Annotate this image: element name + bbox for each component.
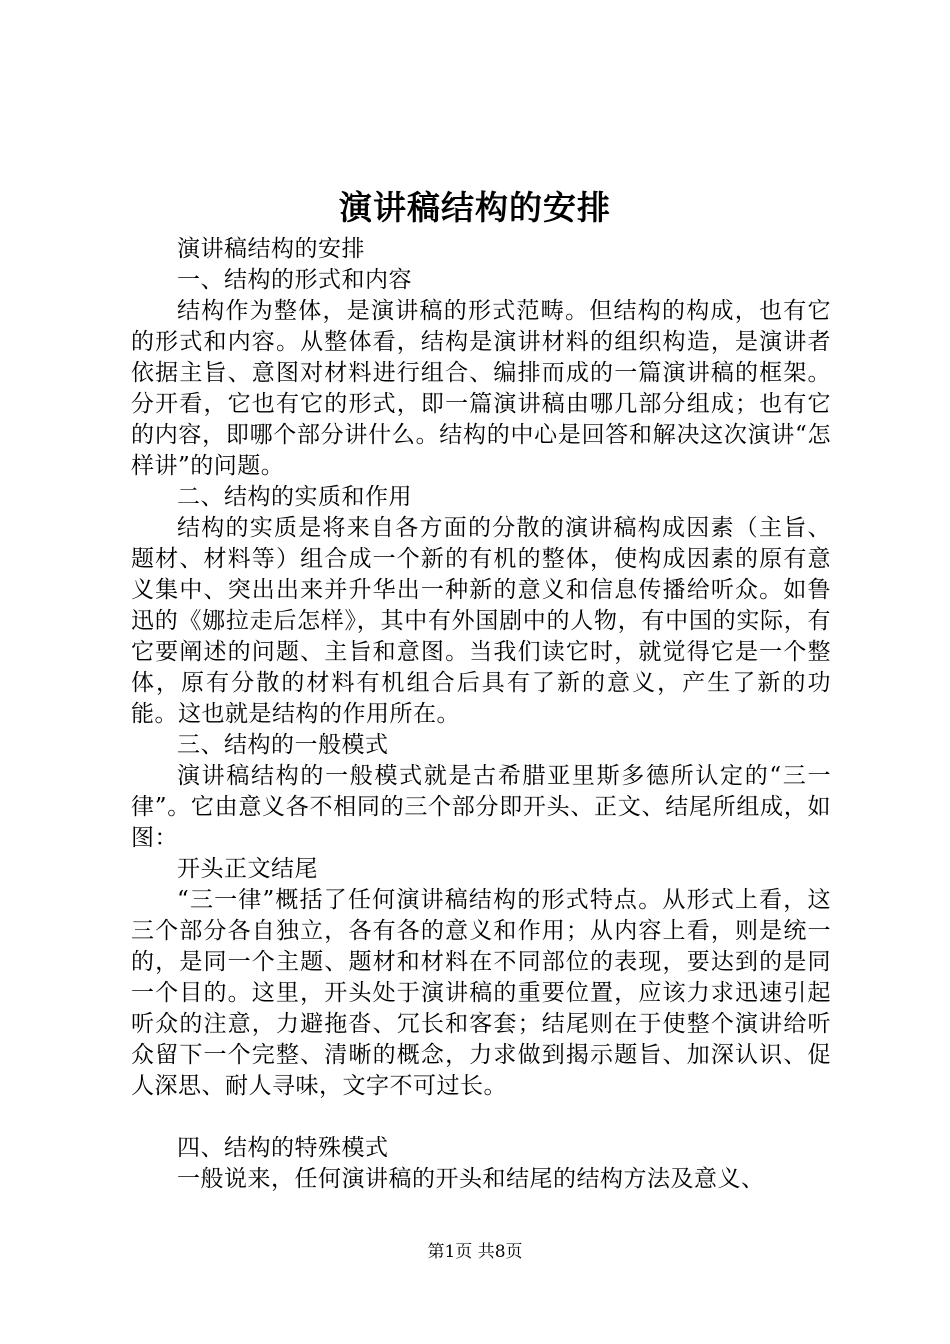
paragraph: 演讲稿结构的一般模式就是古希腊亚里斯多德所认定的“三一律”。它由意义各不相同的三个部分即开头、正文、结尾所组成，如图： — [131, 763, 831, 851]
paragraph: “三一律”概括了任何演讲稿结构的形式特点。从形式上看，这三个部分各自独立，各有各的意义和作用；从内容上看，则是统一的，是同一个主题、题材和材料在不同部位的表现，要达到的是同一个目的。这里，开头处于演讲稿的重要位置，应该力求迅速引起听众的注意，力避拖沓、冗长和客套；结尾则在于使整个演讲给听众留下一个完整、清晰的概念，力求做到揭示题旨、加深认识、促人深思、耐人寻味，文字不可过长。 — [131, 887, 831, 1099]
section-heading-4: 四、结构的特殊模式 — [177, 1135, 389, 1161]
diagram-caption: 开头正文结尾 — [177, 856, 318, 882]
paragraph: 一般说来，任何演讲稿的开头和结尾的结构方法及意义、 — [177, 1166, 765, 1192]
section-heading-1: 一、结构的形式和内容 — [177, 267, 412, 293]
paragraph: 结构作为整体，是演讲稿的形式范畴。但结构的构成，也有它的形式和内容。从整体看，结构是演讲材料的组织构造，是演讲者依据主旨、意图对材料进行组合、编排而成的一篇演讲稿的框架。分开看，它也有它的形式，即一篇演讲稿由哪几部分组成；也有它的内容，即哪个部分讲什么。结构的中心是回答和解决这次演讲“怎样讲”的问题。 — [131, 298, 831, 479]
document-title: 演讲稿结构的安排 — [339, 188, 611, 227]
document-body — [131, 234, 831, 1195]
paragraph-subtitle: 演讲稿结构的安排 — [177, 236, 365, 262]
section-heading-3: 三、结构的一般模式 — [177, 732, 389, 758]
page-footer: 第1页 共8页 — [427, 1242, 523, 1262]
section-heading-2: 二、结构的实质和作用 — [177, 484, 412, 510]
paragraph: 结构的实质是将来自各方面的分散的演讲稿构成因素（主旨、题材、材料等）组合成一个新的有机的整体，使构成因素的原有意义集中、突出出来并升华出一种新的意义和信息传播给听众。如鲁迅的《娜拉走后怎样》，其中有外国剧中的人物，有中国的实际，有它要阐述的问题、主旨和意图。当我们读它时，就觉得它是一个整体，原有分散的材料有机组合后具有了新的意义，产生了新的功能。这也就是结构的作用所在。 — [131, 515, 831, 727]
